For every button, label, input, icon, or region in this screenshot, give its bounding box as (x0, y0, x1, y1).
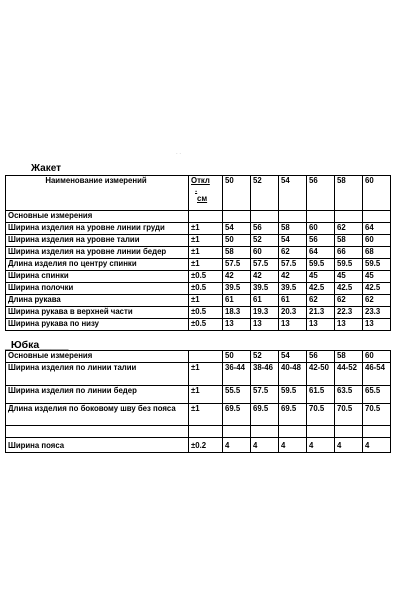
table-row (6, 438, 391, 453)
measure-tolerance: ±1 (189, 386, 223, 404)
measure-value: 61 (251, 295, 279, 307)
measure-name: Ширина изделия на уровне линии бедер (6, 247, 189, 259)
table-row (6, 223, 391, 235)
measure-value: 57.5 (251, 386, 279, 404)
measure-value: 45 (307, 271, 335, 283)
measure-value: 62 (363, 295, 391, 307)
measure-tolerance: ±1 (189, 259, 223, 271)
measure-value: 64 (363, 223, 391, 235)
measure-value: 42.5 (335, 283, 363, 295)
measure-value: 13 (335, 319, 363, 331)
measure-value: 69.5 (223, 404, 251, 426)
header-size: 54 (279, 351, 307, 363)
measure-name: Ширина полочки (6, 283, 189, 295)
measure-value: 59.5 (307, 259, 335, 271)
header-name: Наименование измерений (6, 176, 189, 211)
header-tolerance-line1: Откл (191, 176, 210, 185)
measure-value: 69.5 (251, 404, 279, 426)
measure-value: 62 (307, 295, 335, 307)
header-tolerance-line3: см (197, 194, 208, 203)
measure-value: 19.3 (251, 307, 279, 319)
measure-value: 4 (363, 438, 391, 453)
measure-value: 65.5 (363, 386, 391, 404)
measure-value: 4 (279, 438, 307, 453)
skirt-section-row (6, 351, 391, 363)
measure-name: Длина рукава (6, 295, 189, 307)
measure-value: 57.5 (279, 259, 307, 271)
measure-value: 52 (251, 235, 279, 247)
measure-name: Ширина пояса (6, 438, 189, 453)
measure-value: 62 (335, 223, 363, 235)
measure-value: 60 (251, 247, 279, 259)
measure-value: 45 (363, 271, 391, 283)
measure-value: 58 (335, 235, 363, 247)
table-row (6, 307, 391, 319)
measure-value: 61 (223, 295, 251, 307)
measure-value: 61 (279, 295, 307, 307)
measure-value: 13 (307, 319, 335, 331)
jacket-header-row (6, 176, 391, 211)
header-size: 54 (279, 176, 307, 211)
measure-value: 36-44 (223, 363, 251, 386)
measure-value: 57.5 (251, 259, 279, 271)
header-size: 56 (307, 351, 335, 363)
measure-value: 58 (279, 223, 307, 235)
measure-value: 59.5 (279, 386, 307, 404)
table-row (6, 386, 391, 404)
measure-name: Ширина изделия по линии бедер (6, 386, 189, 404)
table-row (6, 404, 391, 426)
measure-name: Длина изделия по центру спинки (6, 259, 189, 271)
measure-tolerance: ±0.5 (189, 283, 223, 295)
header-size: 56 (307, 176, 335, 211)
measure-value: 70.5 (335, 404, 363, 426)
measure-value: 57.5 (223, 259, 251, 271)
measure-value: 70.5 (363, 404, 391, 426)
blank-row (6, 426, 391, 438)
header-size: 58 (335, 351, 363, 363)
measure-value: 64 (307, 247, 335, 259)
measure-value: 62 (335, 295, 363, 307)
skirt-title: _Юбка_____ (5, 339, 69, 351)
measure-tolerance: ±1 (189, 295, 223, 307)
table-row (6, 259, 391, 271)
measure-value: 39.5 (279, 283, 307, 295)
measure-value: 21.3 (307, 307, 335, 319)
measure-value: 50 (223, 235, 251, 247)
measure-value: 13 (223, 319, 251, 331)
measure-value: 4 (223, 438, 251, 453)
measure-value: 44-52 (335, 363, 363, 386)
measure-name: Ширина спинки (6, 271, 189, 283)
header-size: 60 (363, 351, 391, 363)
measure-value: 61.5 (307, 386, 335, 404)
measure-value: 20.3 (279, 307, 307, 319)
measure-value: 38-46 (251, 363, 279, 386)
measure-value: 60 (363, 235, 391, 247)
scan-artifact: . . (176, 150, 182, 156)
jacket-title: Жакет (31, 163, 62, 174)
table-row (6, 319, 391, 331)
table-row (6, 283, 391, 295)
section-label: Основные измерения (6, 351, 189, 363)
measure-tolerance: ±1 (189, 223, 223, 235)
measure-value: 59.5 (363, 259, 391, 271)
measure-value: 66 (335, 247, 363, 259)
measure-value: 42.5 (307, 283, 335, 295)
measure-value: 56 (251, 223, 279, 235)
measure-tolerance: ±1 (189, 247, 223, 259)
table-row (6, 247, 391, 259)
measure-value: 42-50 (307, 363, 335, 386)
table-row (6, 235, 391, 247)
jacket-section-row (6, 211, 391, 223)
header-tolerance (189, 176, 223, 211)
measure-tolerance: ±0.2 (189, 438, 223, 453)
header-size: 52 (251, 351, 279, 363)
measure-value: 63.5 (335, 386, 363, 404)
measure-name: Длина изделия по боковому шву без пояса (6, 404, 189, 426)
measure-tolerance: ±0.5 (189, 271, 223, 283)
measure-value: 13 (363, 319, 391, 331)
measure-value: 22.3 (335, 307, 363, 319)
measure-value: 4 (335, 438, 363, 453)
measure-tolerance: ±1 (189, 404, 223, 426)
measure-value: 4 (251, 438, 279, 453)
measure-value: 42 (251, 271, 279, 283)
header-size: 50 (223, 351, 251, 363)
jacket-measurements-table (5, 175, 391, 331)
measure-tolerance: ±1 (189, 235, 223, 247)
measure-tolerance: ±0.5 (189, 307, 223, 319)
measure-value: 42 (279, 271, 307, 283)
header-size: 58 (335, 176, 363, 211)
measure-value: 45 (335, 271, 363, 283)
measure-value: 42.5 (363, 283, 391, 295)
measure-tolerance: ±1 (189, 363, 223, 386)
measure-value: 42 (223, 271, 251, 283)
measure-value: 70.5 (307, 404, 335, 426)
table-row (6, 363, 391, 386)
measure-name: Ширина рукава по низу (6, 319, 189, 331)
table-row (6, 271, 391, 283)
measure-value: 18.3 (223, 307, 251, 319)
measure-value: 13 (251, 319, 279, 331)
measure-name: Ширина изделия по линии талии (6, 363, 189, 386)
measure-value: 39.5 (223, 283, 251, 295)
measure-value: 54 (223, 223, 251, 235)
measure-value: 54 (279, 235, 307, 247)
measure-value: 60 (307, 223, 335, 235)
section-label: Основные измерения (6, 211, 189, 223)
measure-value: 62 (279, 247, 307, 259)
header-size: 60 (363, 176, 391, 211)
measure-value: 68 (363, 247, 391, 259)
skirt-measurements-table (5, 350, 391, 453)
header-size: 50 (223, 176, 251, 211)
measure-value: 4 (307, 438, 335, 453)
measure-value: 13 (279, 319, 307, 331)
measure-value: 46-54 (363, 363, 391, 386)
header-tolerance-line2: . (195, 185, 198, 194)
measure-value: 59.5 (335, 259, 363, 271)
measure-value: 56 (307, 235, 335, 247)
measure-value: 23.3 (363, 307, 391, 319)
table-row (6, 295, 391, 307)
measure-name: Ширина изделия на уровне талии (6, 235, 189, 247)
measure-name: Ширина рукава в верхней части (6, 307, 189, 319)
measure-value: 39.5 (251, 283, 279, 295)
measure-value: 40-48 (279, 363, 307, 386)
header-size: 52 (251, 176, 279, 211)
measure-name: Ширина изделия на уровне линии груди (6, 223, 189, 235)
measure-value: 55.5 (223, 386, 251, 404)
measure-tolerance: ±0.5 (189, 319, 223, 331)
measure-value: 58 (223, 247, 251, 259)
measure-value: 69.5 (279, 404, 307, 426)
